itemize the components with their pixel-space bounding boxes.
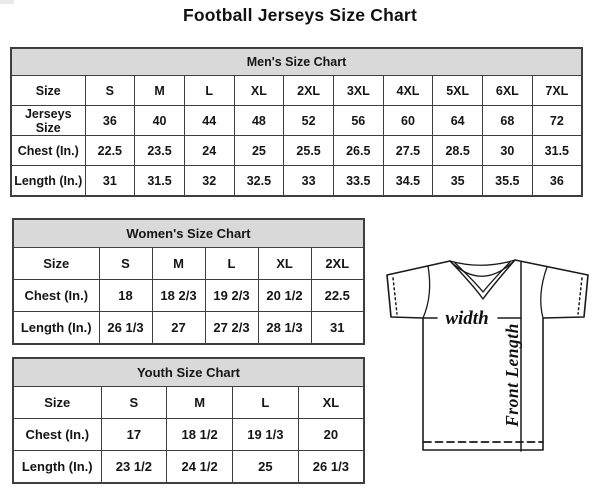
jersey-outline bbox=[387, 260, 588, 450]
cell-value: 17 bbox=[101, 419, 167, 451]
cell-value: 22.5 bbox=[311, 280, 364, 312]
column-header: Size bbox=[11, 76, 85, 106]
youth-size-chart-table bbox=[12, 357, 365, 484]
cell-value: 19 1/3 bbox=[233, 419, 299, 451]
cell-value: 68 bbox=[483, 106, 533, 136]
cell-value: 24 bbox=[184, 136, 234, 166]
column-header: L bbox=[205, 248, 258, 280]
cell-value: 24 1/2 bbox=[167, 451, 233, 484]
mens-size-chart-table bbox=[10, 47, 583, 197]
row-label: Chest (In.) bbox=[11, 136, 85, 166]
column-header: L bbox=[184, 76, 234, 106]
cell-value: 19 2/3 bbox=[205, 280, 258, 312]
page-title: Football Jerseys Size Chart bbox=[183, 5, 417, 25]
table-row bbox=[13, 419, 364, 451]
table-title: Youth Size Chart bbox=[13, 358, 364, 387]
table-row bbox=[13, 451, 364, 484]
row-label: Chest (In.) bbox=[13, 280, 99, 312]
cell-value: 23.5 bbox=[135, 136, 185, 166]
womens-size-chart-table bbox=[12, 218, 365, 345]
right-cuff-dotted-line bbox=[578, 278, 582, 314]
column-header: S bbox=[101, 387, 167, 419]
cell-value: 36 bbox=[85, 106, 135, 136]
cell-value: 27 bbox=[152, 312, 205, 345]
column-header: XL bbox=[258, 248, 311, 280]
cell-value: 23 1/2 bbox=[101, 451, 167, 484]
cell-value: 52 bbox=[284, 106, 334, 136]
cell-value: 56 bbox=[333, 106, 383, 136]
cell-value: 64 bbox=[433, 106, 483, 136]
column-header: 7XL bbox=[532, 76, 582, 106]
cell-value: 32.5 bbox=[234, 166, 284, 197]
table-row bbox=[11, 166, 582, 197]
table-row bbox=[11, 136, 582, 166]
row-label: Length (In.) bbox=[11, 166, 85, 197]
row-label: Chest (In.) bbox=[13, 419, 101, 451]
cell-value: 18 1/2 bbox=[167, 419, 233, 451]
cell-value: 26 1/3 bbox=[298, 451, 364, 484]
cell-value: 30 bbox=[483, 136, 533, 166]
column-header: XL bbox=[298, 387, 364, 419]
table-header-row bbox=[13, 387, 364, 419]
cell-value: 35 bbox=[433, 166, 483, 197]
cell-value: 72 bbox=[532, 106, 582, 136]
table-row bbox=[13, 280, 364, 312]
jersey-measurement-diagram bbox=[375, 245, 600, 465]
cell-value: 31.5 bbox=[135, 166, 185, 197]
cell-value: 44 bbox=[184, 106, 234, 136]
cell-value: 27.5 bbox=[383, 136, 433, 166]
left-armhole-seam bbox=[423, 266, 430, 318]
cell-value: 34.5 bbox=[383, 166, 433, 197]
table-title: Men's Size Chart bbox=[11, 48, 582, 76]
cell-value: 25 bbox=[233, 451, 299, 484]
column-header: 2XL bbox=[284, 76, 334, 106]
cell-value: 31 bbox=[85, 166, 135, 197]
scan-artifact bbox=[0, 0, 14, 4]
column-header: XL bbox=[234, 76, 284, 106]
column-header: Size bbox=[13, 387, 101, 419]
row-label: Jerseys Size bbox=[11, 106, 85, 136]
column-header: S bbox=[85, 76, 135, 106]
table-row bbox=[13, 312, 364, 345]
table-header-row bbox=[13, 248, 364, 280]
cell-value: 20 1/2 bbox=[258, 280, 311, 312]
cell-value: 31.5 bbox=[532, 136, 582, 166]
cell-value: 40 bbox=[135, 106, 185, 136]
row-label: Length (In.) bbox=[13, 451, 101, 484]
cell-value: 48 bbox=[234, 106, 284, 136]
vneck-inner-line bbox=[455, 262, 510, 292]
cell-value: 28.5 bbox=[433, 136, 483, 166]
table-title-row bbox=[11, 48, 582, 76]
cell-value: 28 1/3 bbox=[258, 312, 311, 345]
cell-value: 27 2/3 bbox=[205, 312, 258, 345]
column-header: 2XL bbox=[311, 248, 364, 280]
cell-value: 26.5 bbox=[333, 136, 383, 166]
cell-value: 36 bbox=[532, 166, 582, 197]
column-header: M bbox=[152, 248, 205, 280]
table-title-row bbox=[13, 358, 364, 387]
table-row bbox=[11, 106, 582, 136]
cell-value: 32 bbox=[184, 166, 234, 197]
column-header: 4XL bbox=[383, 76, 433, 106]
width-label: width bbox=[445, 308, 489, 329]
column-header: 6XL bbox=[483, 76, 533, 106]
cell-value: 22.5 bbox=[85, 136, 135, 166]
table-title-row bbox=[13, 219, 364, 248]
table-title: Women's Size Chart bbox=[13, 219, 364, 248]
cell-value: 18 bbox=[99, 280, 152, 312]
left-cuff-dotted-line bbox=[393, 278, 397, 314]
front-length-label: Front Length bbox=[502, 323, 522, 427]
cell-value: 33 bbox=[284, 166, 334, 197]
cell-value: 25 bbox=[234, 136, 284, 166]
column-header: M bbox=[167, 387, 233, 419]
column-header: Size bbox=[13, 248, 99, 280]
column-header: 3XL bbox=[333, 76, 383, 106]
cell-value: 60 bbox=[383, 106, 433, 136]
cell-value: 26 1/3 bbox=[99, 312, 152, 345]
cell-value: 25.5 bbox=[284, 136, 334, 166]
table-header-row bbox=[11, 76, 582, 106]
collar-top-edge bbox=[450, 260, 515, 265]
jersey-diagram-svg bbox=[375, 245, 600, 465]
cell-value: 31 bbox=[311, 312, 364, 345]
row-label: Length (In.) bbox=[13, 312, 99, 345]
cell-value: 35.5 bbox=[483, 166, 533, 197]
column-header: M bbox=[135, 76, 185, 106]
column-header: L bbox=[233, 387, 299, 419]
right-armhole-seam bbox=[541, 267, 547, 318]
column-header: S bbox=[99, 248, 152, 280]
column-header: 5XL bbox=[433, 76, 483, 106]
cell-value: 18 2/3 bbox=[152, 280, 205, 312]
cell-value: 20 bbox=[298, 419, 364, 451]
cell-value: 33.5 bbox=[333, 166, 383, 197]
